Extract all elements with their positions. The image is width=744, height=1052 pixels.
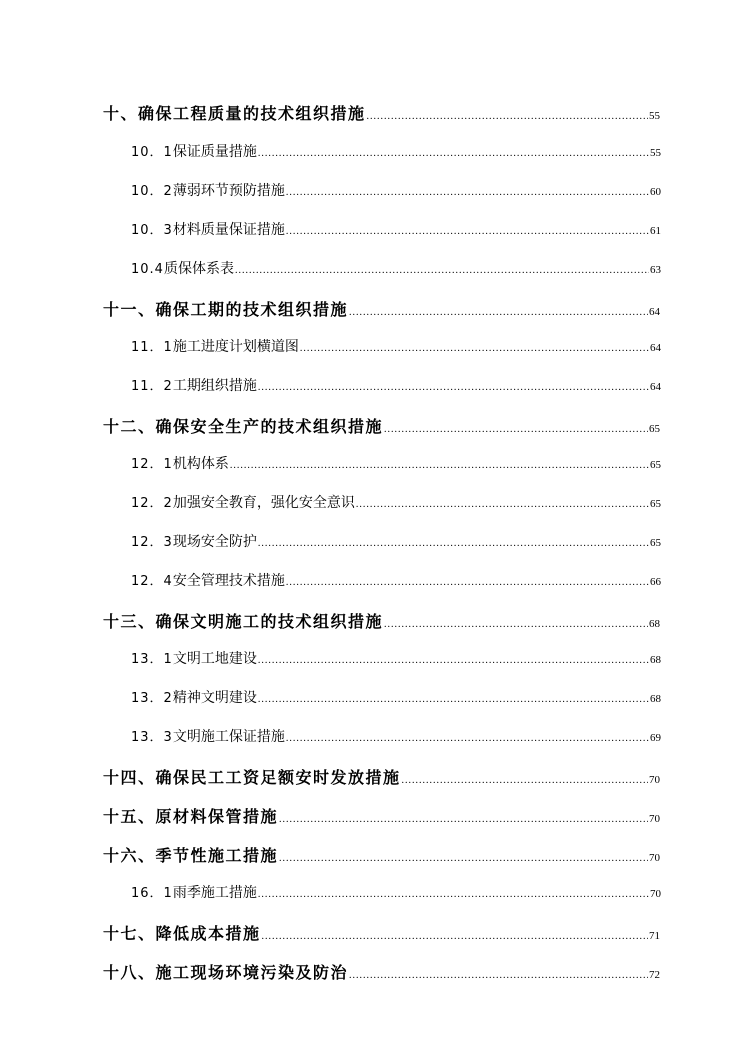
dot-leader [286, 577, 649, 588]
toc-page-number: 69 [650, 732, 661, 744]
dot-leader [279, 814, 648, 825]
dot-leader [258, 655, 649, 666]
toc-entry-number: 10．3 [131, 223, 173, 238]
toc-entry-title: 精神文明建设 [172, 691, 257, 706]
toc-page-number: 68 [650, 654, 661, 666]
toc-entry-title: 工期组织措施 [172, 379, 257, 394]
toc-entry[interactable] [131, 570, 661, 590]
toc-entry[interactable] [131, 492, 661, 512]
dot-leader [262, 931, 648, 942]
toc-entry-title: 文明施工保证措施 [172, 730, 285, 745]
toc-entry-title: 十二、确保安全生产的技术组织措施 [103, 419, 384, 436]
toc-entry[interactable] [103, 609, 660, 632]
toc-entry-title: 加强安全教育，强化安全意识 [172, 496, 355, 511]
toc-entry-number: 10．2 [131, 184, 173, 199]
toc-page-number: 68 [649, 618, 660, 630]
toc-entry[interactable] [103, 297, 660, 320]
toc-entry[interactable] [131, 726, 661, 746]
toc-entry[interactable] [131, 375, 661, 395]
toc-page-number: 65 [650, 498, 661, 510]
toc-entry[interactable] [103, 843, 660, 866]
dot-leader [384, 424, 648, 435]
toc-entry-title: 十六、季节性施工措施 [103, 848, 279, 865]
toc-entry[interactable] [131, 336, 661, 356]
toc-page-number: 55 [650, 147, 661, 159]
toc-entry-title: 十八、施工现场环境污染及防治 [103, 965, 349, 982]
toc-entry[interactable] [131, 180, 661, 200]
toc-entry[interactable] [131, 453, 661, 473]
dot-leader [258, 538, 649, 549]
toc-entry-title: 质保体系表 [163, 262, 234, 277]
toc-entry[interactable] [131, 219, 661, 239]
dot-leader [279, 853, 648, 864]
toc-entry-title: 材料质量保证措施 [172, 223, 285, 238]
toc-page-number: 65 [649, 423, 660, 435]
toc-entry[interactable] [103, 765, 660, 788]
toc-entry-number: 12．1 [131, 457, 173, 472]
toc-page-number: 64 [650, 381, 661, 393]
toc-entry-title: 文明工地建设 [172, 652, 257, 667]
dot-leader [258, 382, 649, 393]
toc-entry-number: 11．1 [131, 340, 173, 355]
toc-page-number: 71 [649, 930, 660, 942]
toc-entry-number: 11．2 [131, 379, 173, 394]
dot-leader [402, 775, 648, 786]
toc-entry-number: 12．3 [131, 535, 173, 550]
dot-leader [384, 619, 648, 630]
toc-entry-title: 十五、原材料保管措施 [103, 809, 279, 826]
toc-entry-title: 保证质量措施 [172, 145, 257, 160]
dot-leader [367, 111, 648, 122]
toc-entry[interactable] [131, 141, 661, 161]
toc-entry[interactable] [103, 960, 660, 983]
toc-entry-title: 安全管理技术措施 [172, 574, 285, 589]
toc-entry-title: 薄弱环节预防措施 [172, 184, 285, 199]
toc-page-number: 60 [650, 186, 661, 198]
toc-page-number: 66 [650, 576, 661, 588]
toc-entry-number: 12．4 [131, 574, 173, 589]
toc-entry[interactable] [131, 687, 661, 707]
toc-entry-title: 现场安全防护 [172, 535, 257, 550]
toc-entry[interactable] [131, 648, 661, 668]
toc-page-number: 68 [650, 693, 661, 705]
toc-page-number: 70 [649, 852, 660, 864]
toc-entry[interactable] [103, 804, 660, 827]
toc-page-number: 55 [649, 110, 660, 122]
toc-entry-number: 10.4 [131, 262, 164, 277]
toc-entry-title: 十三、确保文明施工的技术组织措施 [103, 614, 384, 631]
dot-leader [258, 889, 649, 900]
dot-leader [286, 733, 649, 744]
toc-entry-number: 13．1 [131, 652, 173, 667]
dot-leader [235, 265, 649, 276]
toc-page-number: 64 [649, 306, 660, 318]
toc-entry-title: 施工进度计划横道图 [172, 340, 299, 355]
toc-entry-number: 10．1 [131, 145, 173, 160]
toc-entry-number: 13．3 [131, 730, 173, 745]
dot-leader [258, 148, 649, 159]
dot-leader [286, 226, 649, 237]
toc-entry-title: 十、确保工程质量的技术组织措施 [103, 106, 366, 123]
dot-leader [300, 343, 649, 354]
dot-leader [349, 970, 648, 981]
toc-page-number: 70 [649, 813, 660, 825]
toc-page-number: 72 [649, 969, 660, 981]
toc-entry-title: 十四、确保民工工资足额安时发放措施 [103, 770, 401, 787]
dot-leader [286, 187, 649, 198]
toc-page-number: 70 [650, 888, 661, 900]
toc-entry-title: 十七、降低成本措施 [103, 926, 261, 943]
toc-entry-title: 十一、确保工期的技术组织措施 [103, 302, 349, 319]
toc-entry[interactable] [103, 921, 660, 944]
toc-page-number: 70 [649, 774, 660, 786]
toc-entry-number: 12．2 [131, 496, 173, 511]
toc-page-number: 64 [650, 342, 661, 354]
toc-page-number: 63 [650, 264, 661, 276]
toc-entry[interactable] [103, 414, 660, 437]
toc-entry[interactable] [131, 258, 661, 278]
toc-entry[interactable] [131, 531, 661, 551]
toc-entry[interactable] [131, 882, 661, 902]
dot-leader [349, 307, 648, 318]
dot-leader [356, 499, 649, 510]
toc-page-number: 65 [650, 459, 661, 471]
dot-leader [230, 460, 649, 471]
toc-page-number: 65 [650, 537, 661, 549]
toc-entry-title: 机构体系 [172, 457, 229, 472]
toc-entry-number: 13．2 [131, 691, 173, 706]
toc-page-number: 61 [650, 225, 661, 237]
toc-entry[interactable] [103, 101, 660, 124]
toc-entry-number: 16．1 [131, 886, 173, 901]
dot-leader [258, 694, 649, 705]
toc-entry-title: 雨季施工措施 [172, 886, 257, 901]
